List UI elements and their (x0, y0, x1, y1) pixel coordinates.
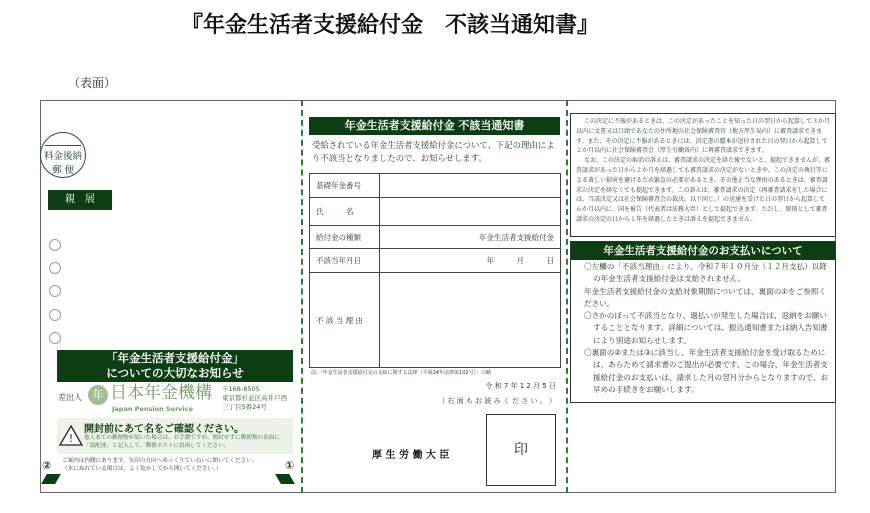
row-label: 不 該 当 理 由 (310, 273, 380, 368)
payment-item: 〇左欄の「不該当理由」により、令和７年１０月分（１２月支払）以降の年金生活者支援給付金は支給されません。 (584, 262, 827, 284)
postage-mark (40, 132, 86, 178)
notice-banner (57, 350, 293, 382)
punch-hole (49, 332, 61, 344)
address-line-1: 東京都杉並区高井戸西 (222, 394, 287, 402)
row-label: 給付金の種類 (310, 226, 380, 249)
warning-text: 他人あての郵便物が届いた場合は、お手数ですが、開封せずに郵便物の表面に「誤配達」と記入して、郵便ポストに投函してください。 (84, 435, 280, 449)
issue-date: 令 和 7 年 1 2 月 5 日 (485, 382, 556, 390)
marker-1: ① (285, 459, 295, 472)
appeal-text-2: なお、この決定の取消の訴えは、審査請求の決定を経た後でないと、提起できませんが、審査請求があった日から２か月を経過しても審査請求の決定がないときや、この決定の執行等による著しい損害を避けるため緊急の必要があるとき、その他正当な理由のあるときは、審査請求の決定を経なくても提起できます。この訴えは、審査請求の決定（再審査請求をした場合には、当該決定又は社会保険審査会の裁決。以下同じ。）の送達を受けた日の翌日から起算して６か月以内に、国を被告（代表者は法務大臣）として提起できます。ただし、原則として審査請求の決定の日から１年を経過したときは訴えを提起できません。 (576, 157, 831, 223)
row-value (380, 174, 561, 198)
banner-line-2: についての大切なお知らせ (106, 366, 244, 380)
punch-hole (49, 309, 61, 321)
fold-line-left (301, 100, 303, 493)
payment-item: 年金生活者支援給付金の支給対象期間については、裏面の①をご参照ください。 (584, 286, 827, 308)
postage-line-1: 料金後納 (43, 151, 82, 162)
warning-title: 開封前にあて名をご確認ください。 (84, 424, 244, 435)
table-row (310, 273, 561, 368)
open-note-1: ご案内は内側にあります。矢印の方向へゆっくりていねいに開いてください。 (62, 458, 258, 464)
minister-name: 厚 生 労 働 大 臣 (372, 450, 450, 461)
open-note-2: （水にぬれている場合は、よく乾かしてから開いてください。） (62, 465, 222, 472)
confidential-badge: 親 展 (48, 190, 112, 210)
warning-box (57, 418, 293, 454)
address-line-2: 三丁目5番24号 (222, 403, 267, 411)
punch-hole (49, 262, 61, 274)
row-label: 氏 名 (310, 198, 380, 226)
punch-hole (49, 239, 61, 251)
notice-table (309, 173, 561, 368)
row-label: 基礎年金番号 (310, 174, 380, 198)
postal-code: 〒168-8505 (222, 385, 260, 393)
payment-box (570, 241, 836, 403)
appeal-text-1: この決定に不服があるときは、この決定があったことを知った日の翌日から起算して３か月以内に文書又は口頭であなたの住所地の社会保険審査官（地方厚生局内）に審査請求できます。また、その決定に不服があるときには、決定書の謄本が送付された日の翌日から起算して２か月以内に社会保険審査会（厚生労働省内）に再審査請求できます。 (576, 118, 830, 155)
notice-intro: 受給されている年金生活者支援給付金について、下記の理由により不該当となりましたので、お知らせします。 (312, 140, 555, 163)
warning-icon (59, 424, 83, 446)
law-note: 法:「年金生活者支援給付金の支給に関する法律（平成24年法律第102号）」の略 (311, 370, 492, 376)
row-label: 不該当年月日 (310, 249, 380, 273)
side-label: （表面） (68, 76, 117, 90)
appeal-box (570, 113, 836, 237)
table-row (310, 174, 561, 198)
table-row (310, 249, 561, 273)
row-value: 年金生活者支援給付金 (380, 226, 561, 249)
org-name: 日本年金機構 (110, 383, 212, 403)
postage-line-2: 郵 便 (51, 165, 75, 176)
see-right-note: （ 右 面 も お 読 み く だ さ い 。 ） (438, 397, 556, 405)
org-logo-icon: 年 (88, 385, 108, 405)
fold-line-right (566, 100, 568, 493)
row-value (380, 273, 561, 368)
punch-hole (49, 285, 61, 297)
org-name-en: Japan Pension Service (112, 405, 194, 413)
seal-box: 印 (486, 414, 556, 486)
sender-label: 差出人 (58, 393, 82, 402)
row-value: 年 月 日 (380, 249, 561, 273)
svg-text:!: ! (68, 432, 74, 445)
notice-header: 年金生活者支援給付金 不該当通知書 (309, 117, 560, 135)
payment-item: 〇さかのぼって不該当となり、過払いが発生した場合は、返納をお願いすることとなります。詳細については、振込通知書または納入告知書により別途お知らせします。 (584, 311, 828, 345)
payment-item: 〇裏面の②または③に該当し、年金生活者支援給付金を受け取るためには、あらためて請求書のご提出が必要です。この場合、年金生活者支援給付金のお支払いは、請求した月の翌月分からとなりますので、お早めの手続きをお願いします。 (584, 348, 829, 394)
banner-line-1: 「年金生活者支援給付金」 (106, 351, 244, 365)
row-value (380, 198, 561, 226)
table-row (310, 198, 561, 226)
table-row (310, 226, 561, 249)
payment-header: 年金生活者支援給付金のお支払いについて (571, 242, 835, 260)
document-title: 『年金生活者支援給付金 不該当通知書』 (180, 13, 599, 38)
marker-2: ② (42, 459, 52, 472)
